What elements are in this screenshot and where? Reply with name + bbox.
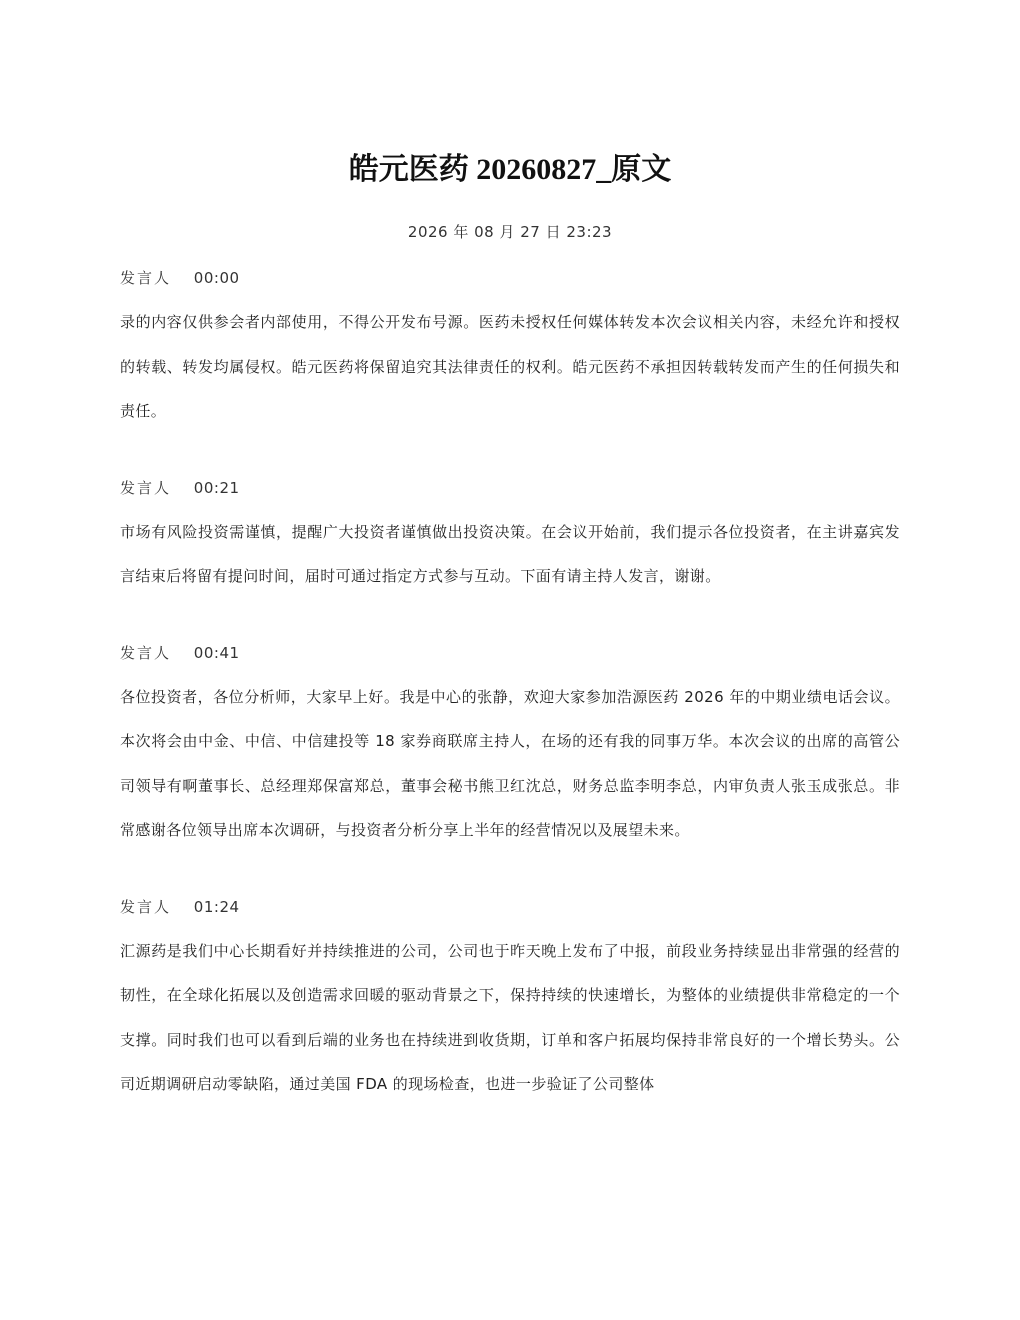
- speaker-label: 发言人: [120, 897, 172, 916]
- speaker-label: 发言人: [120, 269, 172, 287]
- speaker-line: [120, 643, 900, 663]
- transcript-segment: [120, 897, 900, 1107]
- document-title: 皓元医药 20260827_原文: [348, 153, 672, 186]
- speaker-line: [120, 478, 900, 498]
- speaker-line: [120, 897, 900, 917]
- transcript-segment: [120, 643, 900, 853]
- document-page: [120, 150, 900, 1107]
- speaker-timestamp: 01:24: [193, 897, 240, 916]
- speaker-label: 发言人: [120, 643, 172, 662]
- document-datetime: 2026 年 08 月 27 日 23:23: [407, 223, 613, 241]
- segment-text: 汇源药是我们中心长期看好并持续推进的公司，公司也于昨天晚上发布了中报，前段业务持续显出非常强的经营的韧性，在全球化拓展以及创造需求回暖的驱动背景之下，保持持续的快速增长，为整体的业绩提供非常稳定的一个支撑。同时我们也可以看到后端的业务也在持续进到收货期，订单和客户拓展均保持非常良好的一个增长势头。公司近期调研启动零缺陷，通过美国 FDA 的现场检查，也进一步验证了公司整体: [120, 941, 900, 1093]
- segment-text: 录的内容仅供参会者内部使用，不得公开发布号源。医药未授权任何媒体转发本次会议相关内容，未经允许和授权的转载、转发均属侵权。皓元医药将保留追究其法律责任的权利。皓元医药不承担因转载转发而产生的任何损失和责任。: [120, 313, 900, 420]
- speaker-timestamp: 00:41: [193, 643, 240, 662]
- speaker-label: 发言人: [120, 478, 172, 497]
- speaker-timestamp: 00:00: [193, 269, 240, 287]
- transcript-segment: [120, 268, 900, 434]
- transcript-segment: [120, 478, 900, 599]
- segment-text: 各位投资者，各位分析师，大家早上好。我是中心的张静，欢迎大家参加浩源医药 2026 年的中期业绩电话会议。本次将会由中金、中信、中信建投等 18 家券商联席主持人，在场的还有我的同事万华。本次会议的出席的高管公司领导有啊董事长、总经理郑保富郑总，董事会秘书熊卫红沈总，财务总监李明李总，内审负责人张玉成张总。非常感谢各位领导出席本次调研，与投资者分析分享上半年的经营情况以及展望未来。: [120, 687, 900, 839]
- segment-text: 市场有风险投资需谨慎，提醒广大投资者谨慎做出投资决策。在会议开始前，我们提示各位投资者，在主讲嘉宾发言结束后将留有提问时间，届时可通过指定方式参与互动。下面有请主持人发言，谢谢。: [120, 522, 900, 585]
- speaker-timestamp: 00:21: [193, 478, 240, 497]
- speaker-line: [120, 268, 900, 288]
